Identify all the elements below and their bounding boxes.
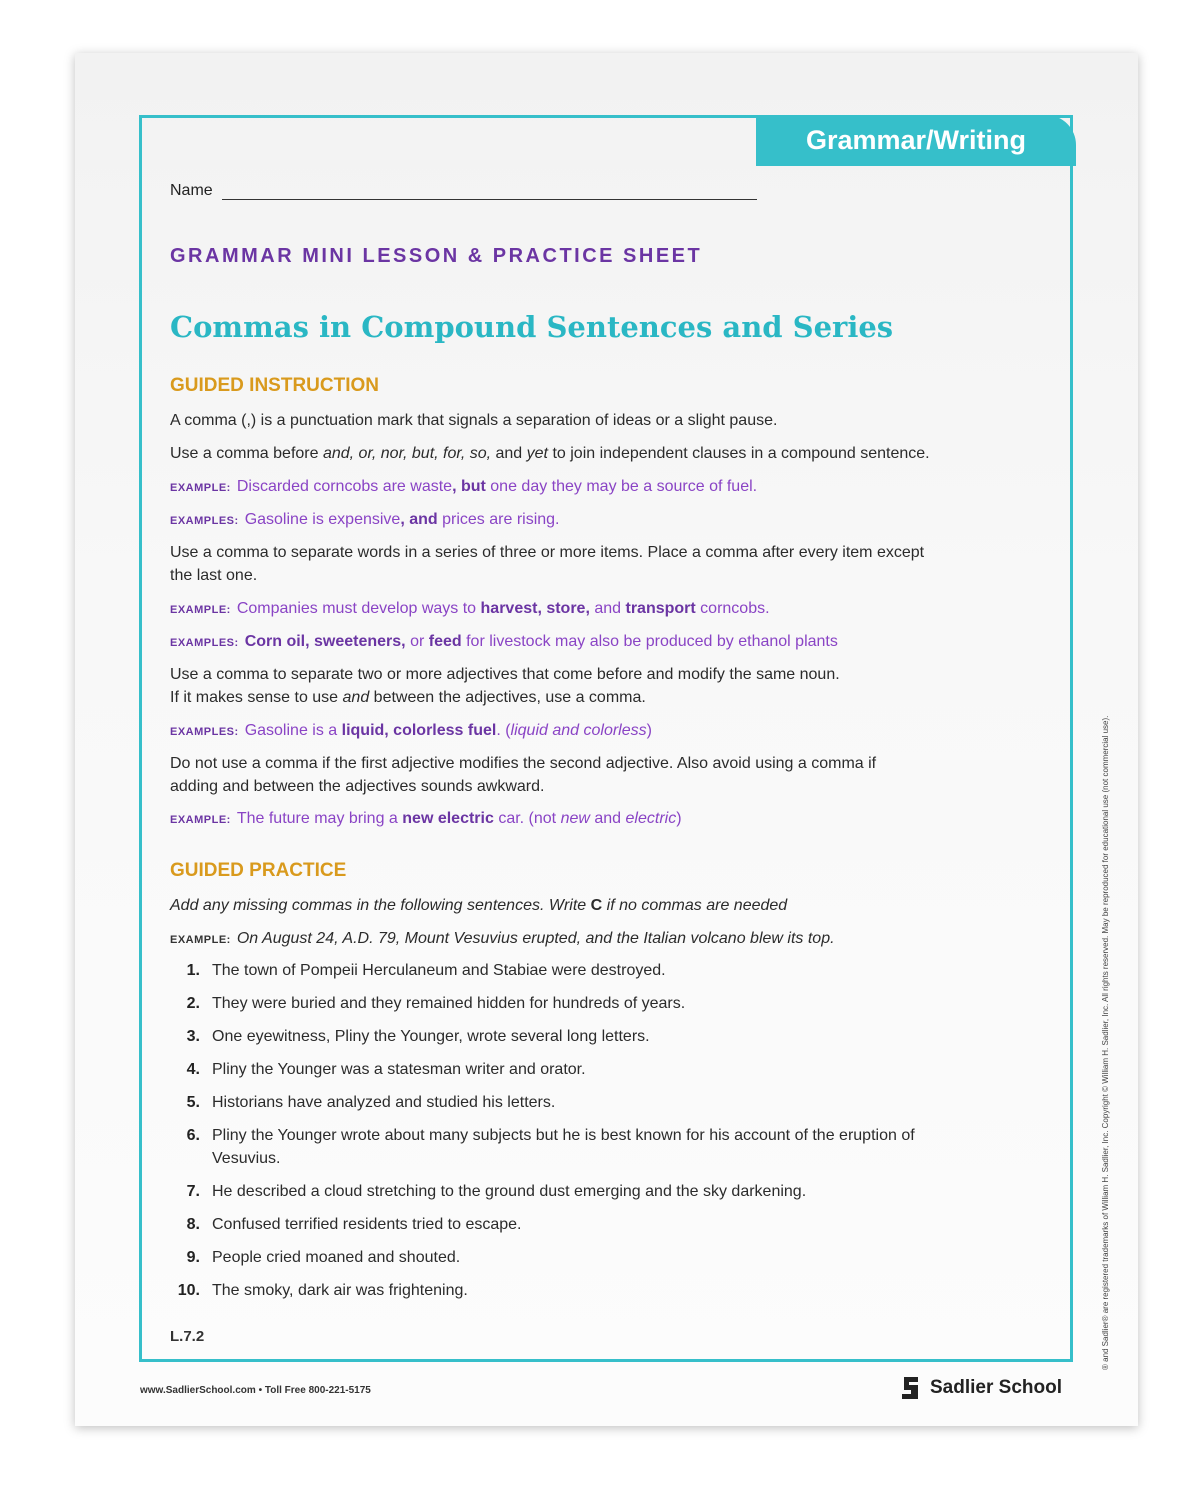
sheet-subtitle: GRAMMAR MINI LESSON & PRACTICE SHEET (170, 245, 703, 267)
example-line: EXAMPLES: Corn oil, sweeteners, or feed for livestock may also be produced by ethanol plants (170, 633, 838, 650)
guided-instruction-heading: GUIDED INSTRUCTION (170, 375, 379, 396)
instruction-paragraph: A comma (,) is a punctuation mark that signals a separation of ideas or a slight pause. (170, 412, 778, 429)
instruction-paragraph: Do not use a comma if the first adjective modifies the second adjective. Also avoid using a comma if adding and between the adjectives sounds awkward. (170, 755, 877, 795)
copyright-notice: ® and Sadlier® are registered trademarks of William H. Sadlier, Inc. Copyright © William H. Sadlier, Inc. All rights reserved. May be reproduced for educational use (not commercial use). (1101, 715, 1110, 1370)
name-field-line[interactable] (222, 199, 757, 200)
standard-code: L.7.2 (170, 1328, 205, 1345)
example-label: EXAMPLE: (170, 604, 231, 616)
instruction-paragraph: Use a comma to separate two or more adjectives that come before and modify the same noun. If it makes sense to use and between the adjectives, use a comma. (170, 666, 840, 706)
footer-phone: Toll Free 800-221-5175 (264, 1385, 371, 1396)
example-label: EXAMPLES: (170, 515, 239, 527)
footer-website[interactable]: www.SadlierSchool.com (140, 1385, 256, 1396)
instruction-paragraph: Use a comma to separate words in a series of three or more items. Place a comma after every item except the last one. (170, 544, 925, 584)
category-tab (756, 115, 1076, 166)
sadlier-logo (900, 1373, 1062, 1403)
example-label: EXAMPLES: (170, 637, 239, 649)
sadlier-logo-icon (900, 1373, 922, 1403)
example-line: EXAMPLE: Discarded corncobs are waste, but one day they may be a source of fuel. (170, 478, 758, 495)
instruction-paragraph: Use a comma before and, or, nor, but, for, so, and yet to join independent clauses in a compound sentence. (170, 445, 930, 462)
example-line: EXAMPLE: The future may bring a new electric car. (not new and electric) (170, 810, 682, 827)
lesson-title: Commas in Compound Sentences and Series (170, 310, 894, 344)
example-label: EXAMPLES: (170, 726, 239, 738)
example-line: EXAMPLE: Companies must develop ways to harvest, store, and transport corncobs. (170, 600, 770, 617)
name-label: Name (170, 182, 213, 199)
practice-example: EXAMPLE: On August 24, A.D. 79, Mount Vesuvius erupted, and the Italian volcano blew its top. (170, 930, 835, 947)
example-label: EXAMPLE: (170, 482, 231, 494)
example-line: EXAMPLES: Gasoline is a liquid, colorless fuel. (liquid and colorless) (170, 722, 652, 739)
example-label: EXAMPLE: (170, 814, 231, 826)
practice-instructions: Add any missing commas in the following sentences. Write C if no commas are needed (170, 897, 788, 914)
guided-practice-heading: GUIDED PRACTICE (170, 860, 347, 881)
example-label: EXAMPLE: (170, 934, 231, 946)
logo-text: Sadlier School (930, 1377, 1062, 1398)
footer-contact: www.SadlierSchool.com • Toll Free 800-221-5175 (140, 1385, 371, 1396)
category-tab-label: Grammar/Writing (805, 125, 1027, 155)
example-line: EXAMPLES: Gasoline is expensive, and prices are rising. (170, 511, 560, 528)
